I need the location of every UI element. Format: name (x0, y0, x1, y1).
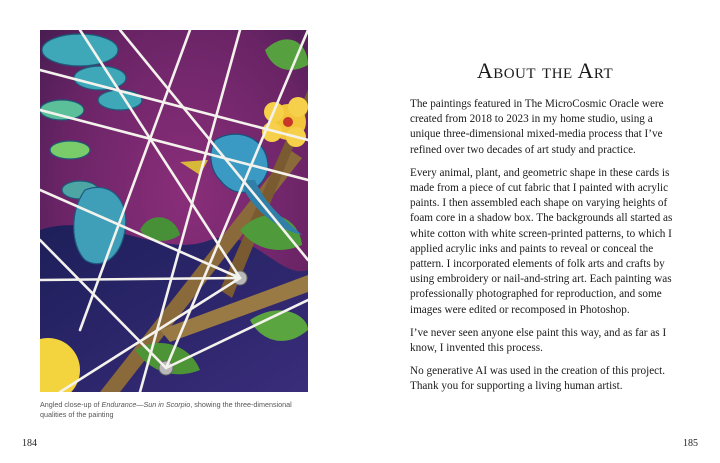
page-heading: About the Art (476, 58, 614, 83)
body-text (410, 97, 682, 403)
right-page (360, 0, 720, 463)
paragraph: The paintings featured in The MicroCosmic Oracle were created from 2018 to 2023 in my home studio, using a unique three-dimensional mixed-media process that I’ve refined over two decades of art study and practice. (410, 98, 664, 156)
caption-artwork-title: Endurance—Sun in Scorpio (101, 400, 191, 409)
paragraph: No generative AI was used in the creation of this project. Thank you for supporting a living human artist. (410, 365, 666, 393)
artwork-photo (40, 30, 308, 392)
photo-caption (40, 400, 310, 420)
caption-prefix: Angled close-up of (40, 400, 102, 409)
caption-suffix: , showing the three-dimensional qualities of the painting (40, 400, 292, 419)
paragraph: Every animal, plant, and geometric shape in these cards is made from a piece of cut fabric that I painted with acrylic paints. I then assembled each shape on varying heights of foam core in a shadow box. The backgrounds all started as white cotton with white screen-printed patterns, to which I applied acrylic inks and paints to reveal or conceal the pattern. I incorporated elements of folk arts and crafts by using embroidery or nail-and-string art. Each painting was professionally photographed for reproduction, and some images were edited or recomposed in Photoshop. (410, 166, 673, 316)
page-number-right: 185 (683, 438, 698, 449)
page-number-left: 184 (22, 438, 37, 449)
paragraph: I’ve never seen anyone else paint this way, and as far as I know, I invented this process. (410, 326, 667, 355)
